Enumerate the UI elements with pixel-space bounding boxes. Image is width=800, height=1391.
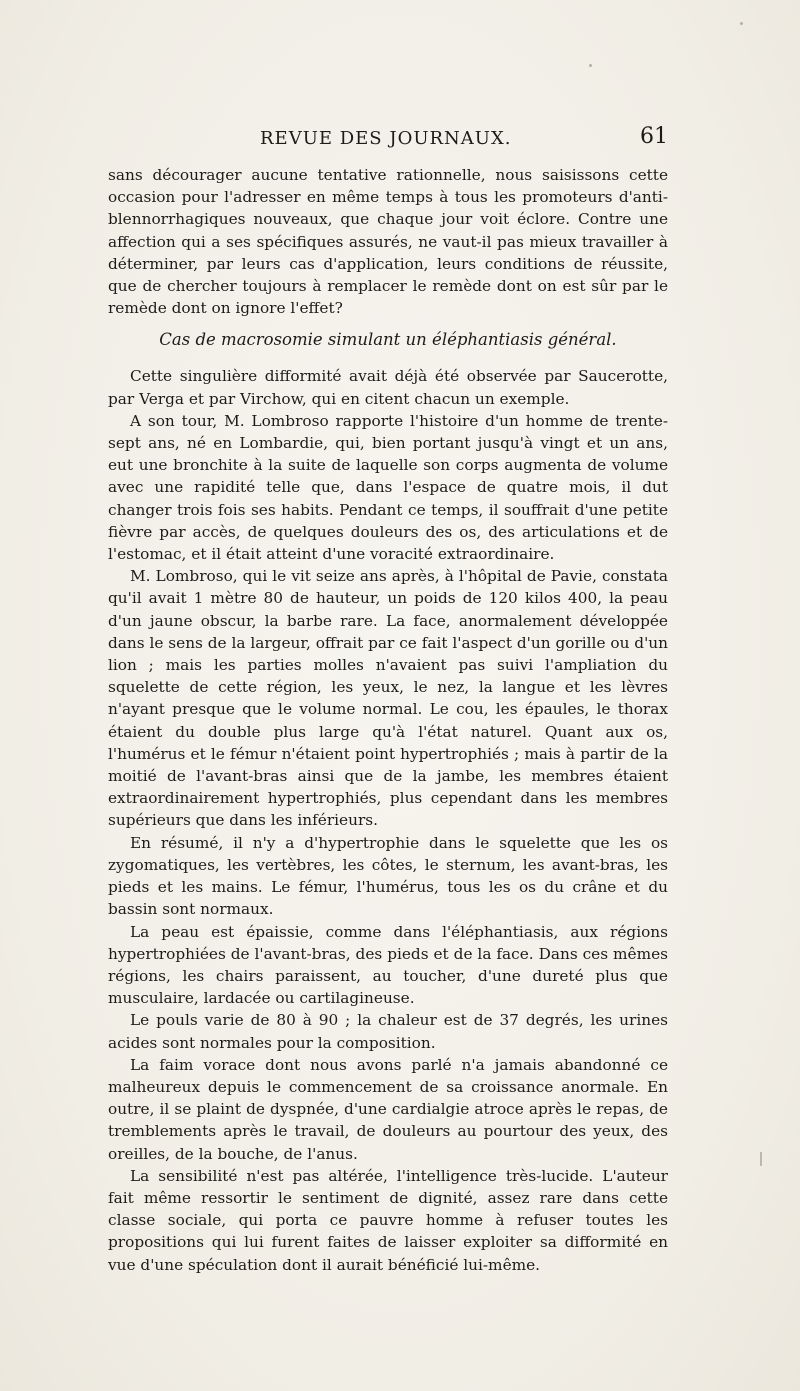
paragraph-case-history: A son tour, M. Lombroso rapporte l'histoire d'un homme de trente-sept ans, né en Lombardie, qui, bien portant jusqu'à vingt et un ans, eut une bronchite à la suite de laquelle son corps augmenta de volume avec une rapidité telle que, dans l'espace de quatre mois, il dut changer trois fois ses habits. Pendant ce temps, il souffrait d'une petite fièvre par accès, de quelques douleurs des os, des articulations et de l'estomac, et il était atteint d'une voracité extraordinaire.: [108, 411, 668, 564]
page-number: 61: [640, 124, 668, 149]
paragraph-hunger: La faim vorace dont nous avons parlé n'a jamais abandonné ce malheureux depuis le commencement de sa croissance anormale. En outre, il se plaint de dyspnée, d'une cardialgie atroce après le repas, de tremblements après le travail, de douleurs au pourtour des yeux, des oreilles, de la bouche, de l'anus.: [108, 1055, 668, 1163]
paragraph-previous-cases: Cette singulière difformité avait déjà été observée par Saucerotte, par Verga et par Virchow, qui en citent chacun un exemple.: [108, 367, 668, 408]
article-body: [108, 164, 668, 1276]
paper-speck: [740, 22, 743, 25]
paragraph-skin: La peau est épaissie, comme dans l'éléphantiasis, aux régions hypertrophiées de l'avant-bras, des pieds et de la face. Dans ces mêmes régions, les chairs paraissent, au toucher, d'une dureté plus que musculaire, lardacée ou cartilagineuse.: [108, 922, 668, 1008]
margin-mark: [760, 1152, 762, 1166]
section-title: Cas de macrosomie simulant un éléphantiasis général.: [159, 330, 617, 350]
paragraph-examination: M. Lombroso, qui le vit seize ans après, à l'hôpital de Pavie, constata qu'il avait 1 mètre 80 de hauteur, un poids de 120 kilos 400, la peau d'un jaune obscur, la barbe rare. La face, anormalement développée dans le sens de la largeur, offrait par ce fait l'aspect d'un gorille ou d'un lion ; mais les parties molles n'avaient pas suivi l'ampliation du squelette de cette région, les yeux, le nez, la langue et les lèvres n'ayant presque que le volume normal. Le cou, les épaules, le thorax étaient du double plus large qu'à l'état naturel. Quant aux os, l'humérus et le fémur n'étaient point hypertrophiés ; mais à partir de la moitié de l'avant-bras ainsi que de la jambe, les membres étaient extraordinairement hypertrophiés, plus cependant dans les membres supérieurs que dans les inférieurs.: [108, 567, 668, 830]
running-head: [108, 124, 668, 158]
paragraph-pulse: Le pouls varie de 80 à 90 ; la chaleur est de 37 degrés, les urines acides sont normales pour la composition.: [108, 1011, 668, 1052]
paper-speck: [589, 64, 592, 67]
running-title: REVUE DES JOURNAUX.: [260, 128, 512, 149]
paragraph-sensibility: La sensibilité n'est pas altérée, l'intelligence très-lucide. L'auteur fait même ressortir le sentiment de dignité, assez rare dans cette classe sociale, qui porta ce pauvre homme à refuser toutes les propositions qui lui furent faites de laisser exploiter sa difformité en vue d'une spéculation dont il aurait bénéficié lui-même.: [108, 1166, 668, 1274]
intro-paragraph: sans décourager aucune tentative rationnelle, nous saisissons cette occasion pour l'adresser en même temps à tous les promoteurs d'anti-blennorrhagiques nouveaux, que chaque jour voit éclore. Contre une affection qui a ses spécifiques assurés, ne vaut-il pas mieux travailler à déterminer, par leurs cas d'application, leurs conditions de réussite, que de chercher toujours à remplacer le remède dont on est sûr par le remède dont on ignore l'effet?: [108, 166, 668, 318]
paragraph-summary: En résumé, il n'y a d'hypertrophie dans le squelette que les os zygomatiques, les vertèbres, les côtes, le sternum, les avant-bras, les pieds et les mains. Le fémur, l'humérus, tous les os du crâne et du bassin sont normaux.: [108, 833, 668, 919]
